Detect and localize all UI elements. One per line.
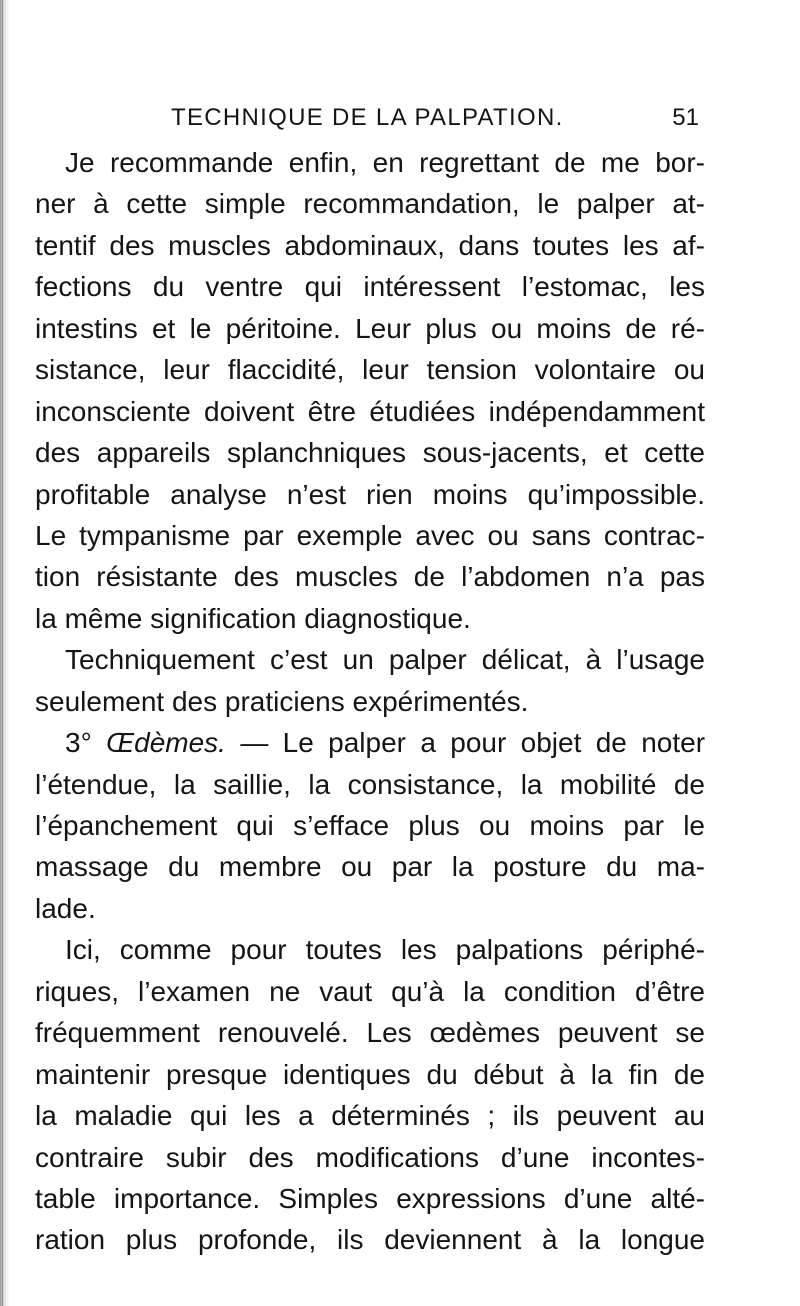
text-line-rest: — Le palper a pour objet de noter — [240, 727, 706, 759]
text-line: sistance, leur flaccidité, leur tension volontaire ou — [35, 354, 705, 386]
text-line: contraire subir des modifications d’une incontes- — [35, 1141, 705, 1173]
text-line: profitable analyse n’est rien moins qu’impossible. — [35, 478, 705, 510]
text-line: ner à cette simple recommandation, le palper at- — [35, 188, 705, 220]
text-line: l’épanchement qui s’efface plus ou moins par le — [35, 810, 705, 841]
text-line: fréquemment renouvelé. Les œdèmes peuvent se — [35, 1017, 705, 1049]
text-line: l’étendue, la saillie, la consistance, la mobilité de — [35, 768, 705, 800]
text-line: tion résistante des muscles de l’abdomen n’a pas — [35, 561, 705, 593]
text-line: tentif des muscles abdominaux, dans toutes les af- — [35, 229, 705, 261]
text-line: seulement des praticiens expérimentés. — [35, 685, 529, 717]
text-line: Je recommande enfin, en regrettant de me bor- — [65, 147, 705, 178]
section-heading-number: 3° — [65, 727, 92, 759]
text-line: intestins et le péritoine. Leur plus ou moins de ré- — [35, 312, 705, 344]
text-line: la même signification diagnostique. — [35, 602, 471, 634]
running-head — [171, 104, 699, 138]
text-line: massage du membre ou par la posture du ma- — [35, 851, 705, 883]
text-line: Techniquement c’est un palper délicat, à l’usage — [65, 644, 705, 676]
body-text — [35, 142, 705, 1261]
text-line: Le tympanisme par exemple avec ou sans contrac- — [35, 519, 705, 551]
text-line: Ici, comme pour toutes les palpations périphé- — [65, 934, 705, 966]
text-line: la maladie qui les a déterminés ; ils peuvent au — [35, 1100, 705, 1132]
section-heading-title: Œdèmes. — [106, 727, 226, 759]
text-line: fections du ventre qui intéressent l’estomac, les — [35, 271, 705, 303]
text-line: inconsciente doivent être étudiées indépendamment — [35, 395, 705, 427]
text-line: lade. — [35, 892, 96, 924]
page-number: 51 — [672, 104, 699, 131]
text-line: ration plus profonde, ils deviennent à la longue — [35, 1224, 705, 1256]
text-line: maintenir presque identiques du début à la fin de — [35, 1058, 705, 1090]
text-line: table importance. Simples expressions d’une alté- — [35, 1182, 705, 1214]
text-line: des appareils splanchniques sous-jacents, et cette — [35, 437, 705, 469]
section-heading-line — [35, 722, 705, 763]
running-head-title: TECHNIQUE DE LA PALPATION. — [171, 104, 564, 131]
text-line: riques, l’examen ne vaut qu’à la condition d’être — [35, 975, 705, 1007]
page-binding-edge — [0, 0, 10, 1306]
book-page — [35, 0, 790, 1306]
